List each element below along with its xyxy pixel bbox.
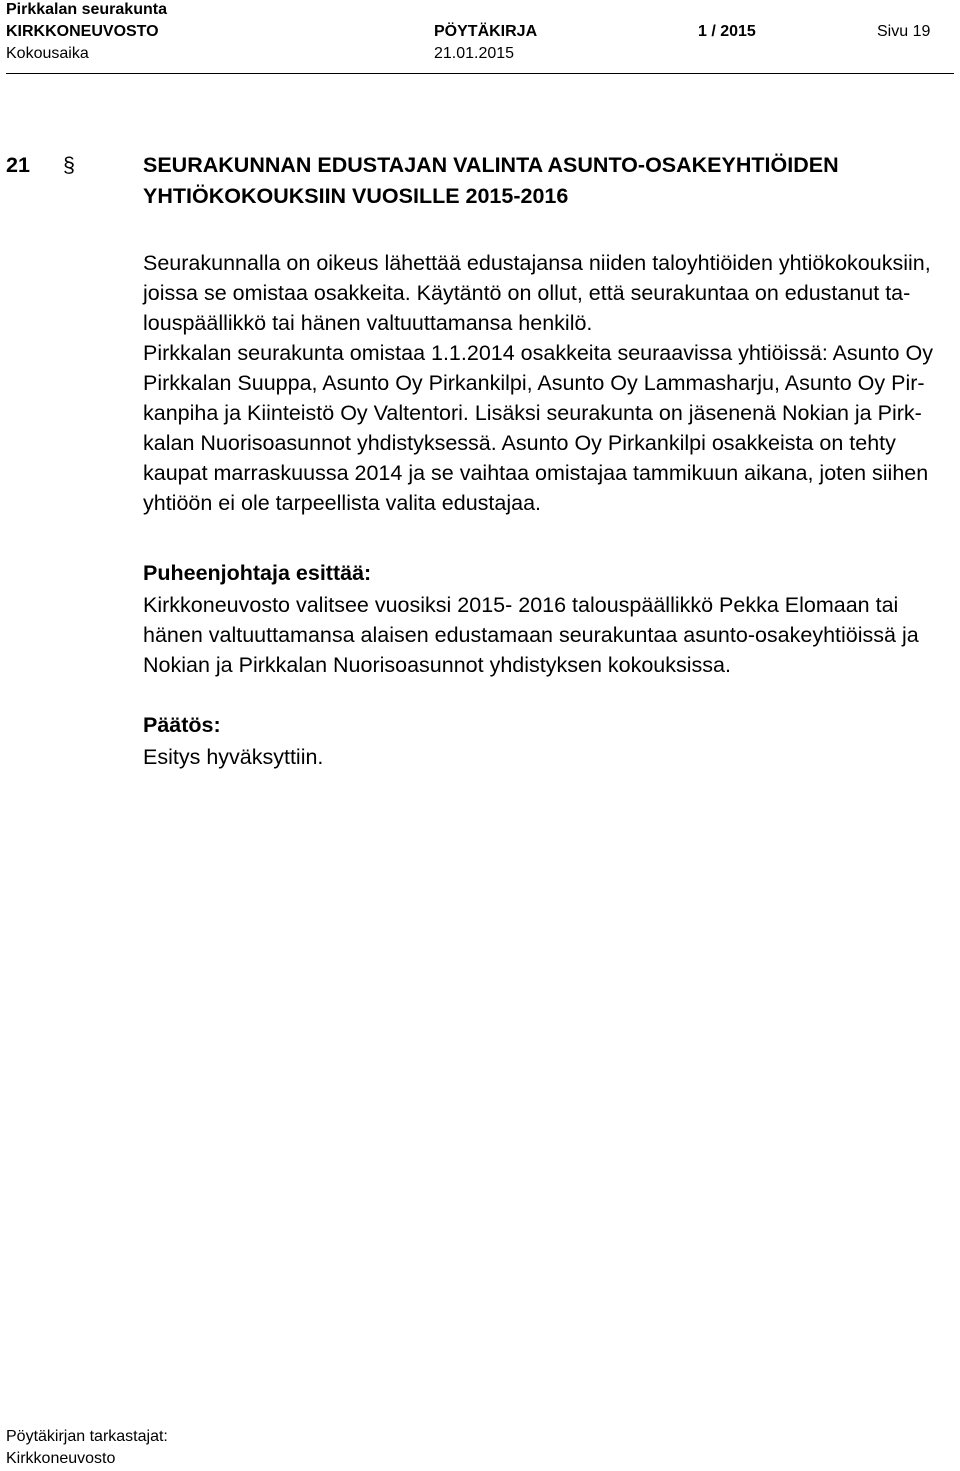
- decision-label: Päätös:: [143, 713, 221, 737]
- header-body: KIRKKONEUVOSTO: [6, 23, 159, 40]
- header-issue: 1 / 2015: [698, 23, 756, 40]
- section-title-line-2: YHTIÖKOKOUKSIIN VUOSILLE 2015-2016: [143, 184, 569, 208]
- paragraph-line: yhtiöön ei ole tarpeellista valita edustajaa.: [143, 491, 542, 515]
- paragraph-line: louspäällikkö tai hänen valtuuttamansa henkilö.: [143, 311, 593, 335]
- paragraph-line: Pirkkalan seurakunta omistaa 1.1.2014 osakkeita seuraavissa yhtiöissä: Asunto Oy: [143, 341, 933, 365]
- paragraph-line: kanpiha ja Kiinteistö Oy Valtentori. Lisäksi seurakunta on jäsenenä Nokian ja Pirk-: [143, 401, 922, 425]
- section-title-line-1: SEURAKUNNAN EDUSTAJAN VALINTA ASUNTO-OSAKEYHTIÖIDEN: [143, 153, 839, 177]
- proposal-line: Kirkkoneuvosto valitsee vuosiksi 2015- 2016 talouspäällikkö Pekka Elomaan tai: [143, 593, 899, 617]
- proposal-block: [143, 558, 955, 680]
- decision-block: [143, 710, 955, 772]
- section-number: 21: [6, 153, 30, 177]
- proposal-label: Puheenjohtaja esittää:: [143, 561, 372, 585]
- paragraph-line: joissa se omistaa osakkeita. Käytäntö on ollut, että seurakuntaa on edustanut ta-: [143, 281, 911, 305]
- section-symbol: §: [63, 153, 75, 177]
- paragraph-line: Seurakunnalla on oikeus lähettää edustajansa niiden taloyhtiöiden yhtiökokouksiin,: [143, 251, 931, 275]
- background-paragraph: [143, 248, 955, 518]
- header-organization: Pirkkalan seurakunta: [6, 1, 167, 18]
- footer-reviewers-label: Pöytäkirjan tarkastajat:: [6, 1428, 168, 1445]
- header-doc-type: PÖYTÄKIRJA: [434, 23, 538, 40]
- decision-text: Esitys hyväksyttiin.: [143, 745, 324, 769]
- paragraph-line: kaupat marraskuussa 2014 ja se vaihtaa omistajaa tammikuun aikana, joten siihen: [143, 461, 929, 485]
- paragraph-line: Pirkkalan Suuppa, Asunto Oy Pirkankilpi, Asunto Oy Lammasharju, Asunto Oy Pir-: [143, 371, 925, 395]
- paragraph-line: kalan Nuorisoasunnot yhdistyksessä. Asunto Oy Pirkankilpi osakkeista on tehty: [143, 431, 896, 455]
- footer-body: Kirkkoneuvosto: [6, 1450, 116, 1467]
- proposal-line: hänen valtuuttamansa alaisen edustamaan seurakuntaa asunto-osakeyhtiöissä ja: [143, 623, 919, 647]
- header-page-number: Sivu 19: [877, 23, 931, 40]
- header-meeting-label: Kokousaika: [6, 45, 89, 62]
- header-divider: [6, 73, 954, 74]
- header-meeting-date: 21.01.2015: [434, 45, 515, 62]
- proposal-line: Nokian ja Pirkkalan Nuorisoasunnot yhdistyksen kokouksissa.: [143, 653, 731, 677]
